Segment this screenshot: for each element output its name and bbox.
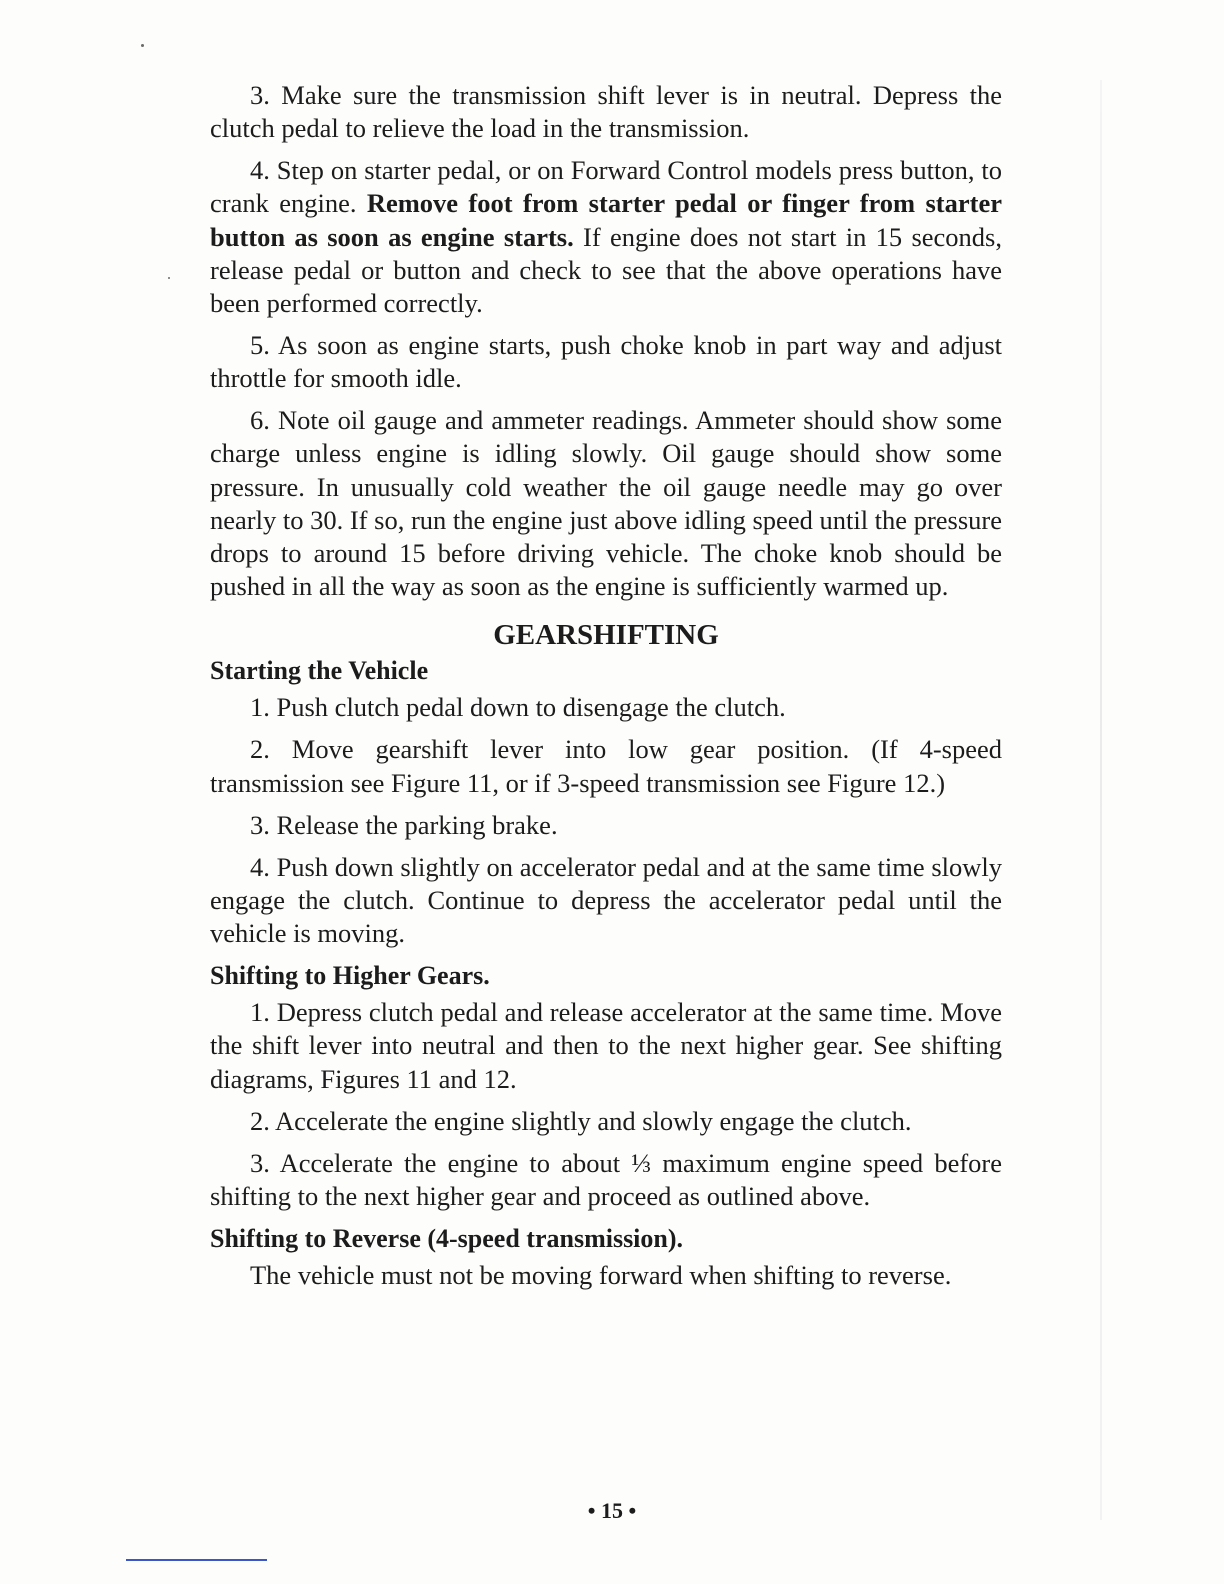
- page-edge-shadow: [1100, 80, 1102, 1520]
- scan-speck: [141, 44, 144, 47]
- reverse-text: The vehicle must not be moving forward when shifting to reverse.: [250, 1260, 952, 1291]
- starting-step-2: [210, 733, 1002, 799]
- subheading-higher-gears: Shifting to Higher Gears.: [210, 961, 490, 991]
- body-text: [210, 79, 1002, 1301]
- step-text: Make sure the transmission shift lever is in neutral. Depress the clutch pedal to relieve the load in the transmission.: [210, 80, 1003, 144]
- step-number: 5.: [250, 330, 270, 361]
- step-text: Note oil gauge and ammeter readings. Ammeter should show some charge unless engine is idling slowly. Oil gauge should show some pressure. In unusually cold weather the oil gauge needle may go over nearly to 30. If so, run the engine just above idling speed until the pressure drops to around 15 before driving vehicle. The choke knob should be pushed in all the way as soon as the engine is sufficiently warmed up.: [210, 405, 1003, 602]
- step-text: Push clutch pedal down to disengage the clutch.: [276, 692, 786, 723]
- step-text: If engine does not start in 15 seconds, release pedal or button and check to see that the above operations have been performed correctly.: [210, 221, 1002, 319]
- step-number: 3.: [250, 809, 270, 840]
- step-number: 4.: [250, 155, 270, 186]
- step-number: 1.: [250, 997, 270, 1028]
- step-number: 4.: [250, 851, 270, 882]
- step-text: Move gearshift lever into low gear position. (If 4-speed transmission see Figure 11, or if 3-speed transmission see Figure 12.): [210, 734, 1002, 798]
- starting-step-3: [210, 809, 1002, 842]
- scan-speck: [168, 277, 170, 279]
- subheading-reverse: Shifting to Reverse (4-speed transmission).: [210, 1223, 684, 1253]
- step-5-choke: [210, 329, 1002, 395]
- higher-step-2: [210, 1105, 1002, 1138]
- subheading-starting-vehicle: Starting the Vehicle: [210, 656, 429, 686]
- step-3-neutral: [210, 79, 1002, 145]
- step-warning-bold: Remove foot from starter pedal or finger from starter button as soon as engine starts.: [210, 188, 1002, 252]
- step-text: Accelerate the engine to about ⅓ maximum engine speed before shifting to the next higher gear and proceed as outlined above.: [210, 1147, 1002, 1211]
- starting-step-4: [210, 851, 1002, 951]
- step-number: 2.: [250, 734, 270, 765]
- page-number: • 15 •: [587, 1498, 637, 1523]
- starting-step-1: [210, 691, 1002, 724]
- step-number: 3.: [250, 80, 270, 110]
- step-text: Push down slightly on accelerator pedal and at the same time slowly engage the clutch. Continue to depress the accelerator pedal until the vehicle is moving.: [210, 851, 1003, 949]
- higher-step-3: [210, 1147, 1002, 1213]
- section-heading: GEARSHIFTING: [493, 619, 719, 652]
- step-text: Release the parking brake.: [276, 809, 558, 840]
- step-number: 1.: [250, 692, 270, 723]
- step-number: 2.: [250, 1105, 270, 1136]
- step-number: 6.: [250, 405, 270, 436]
- step-number: 3.: [250, 1147, 270, 1178]
- step-text: As soon as engine starts, push choke knob in part way and adjust throttle for smooth idle.: [210, 330, 1002, 394]
- step-text: Accelerate the engine slightly and slowly engage the clutch.: [275, 1105, 912, 1136]
- step-text: Step on starter pedal, or on Forward Control models press button, to crank engine.: [210, 155, 1002, 219]
- bottom-rule: [126, 1559, 267, 1561]
- step-6-gauges: [210, 404, 1002, 603]
- step-text: Depress clutch pedal and release accelerator at the same time. Move the shift lever into neutral and then to the next higher gear. See shifting diagrams, Figures 11 and 12.: [210, 997, 1002, 1094]
- step-4-starter: [210, 154, 1002, 320]
- higher-step-1: [210, 996, 1002, 1096]
